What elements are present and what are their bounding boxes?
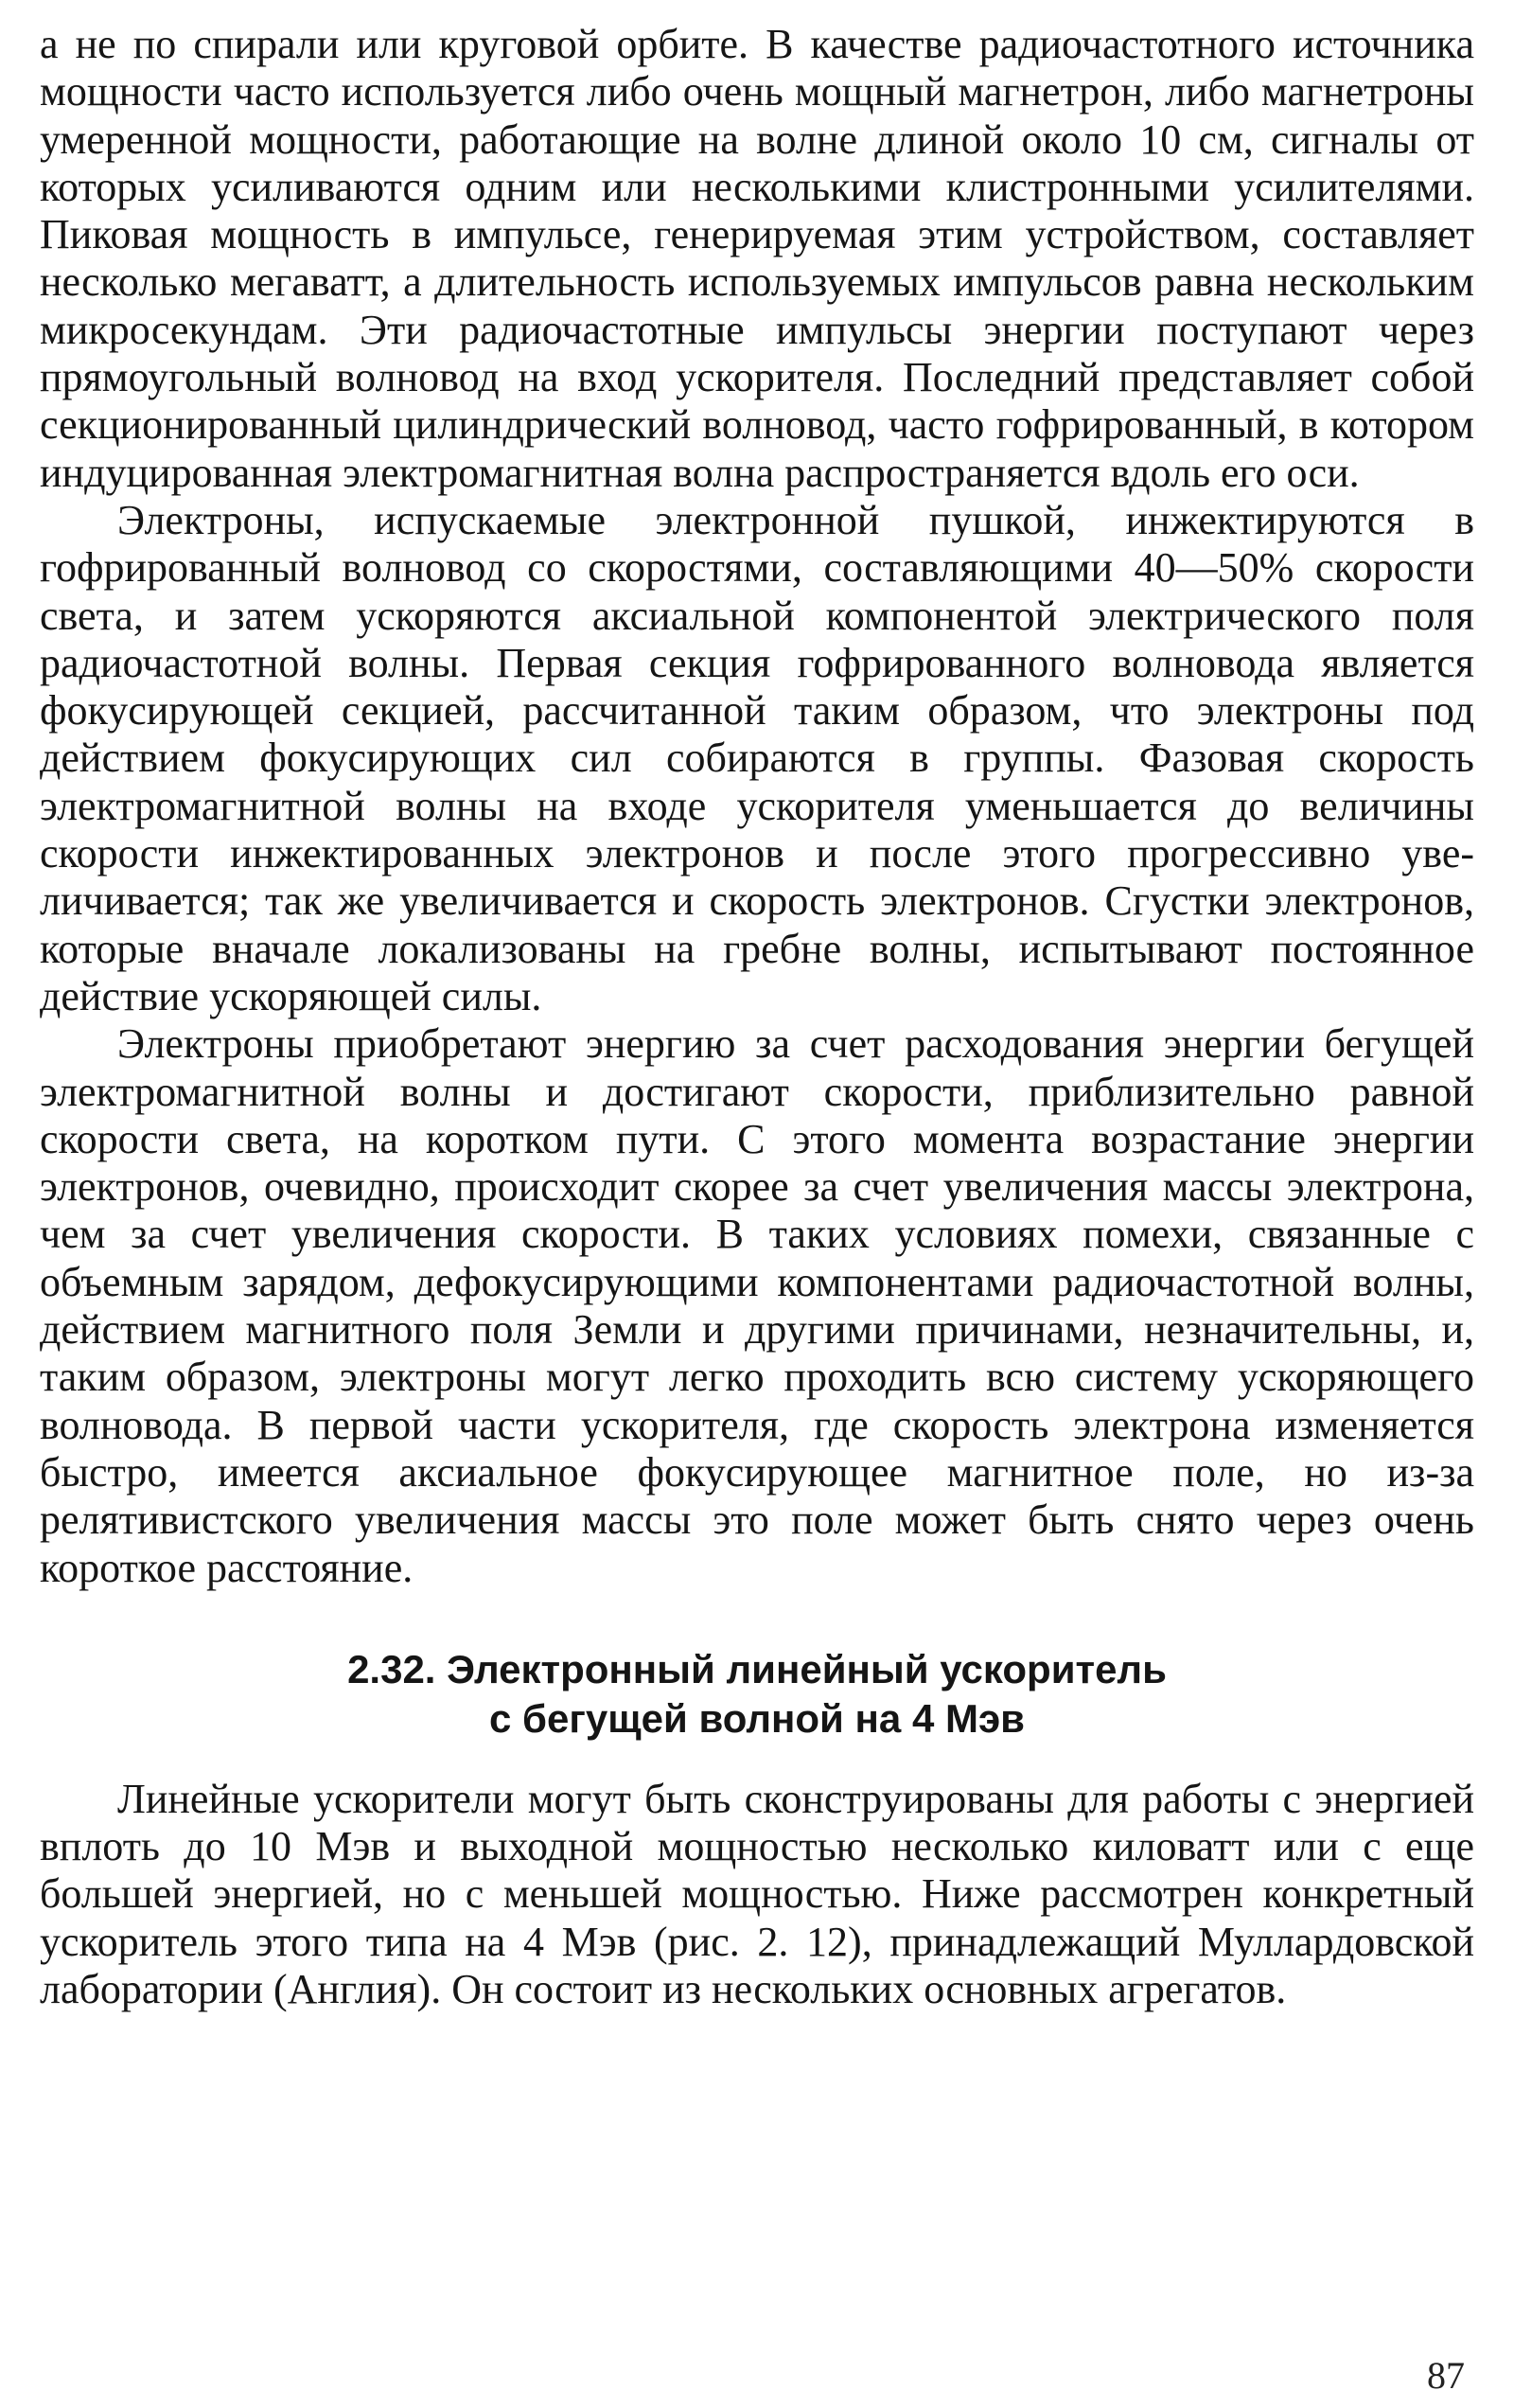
section-number: 2.32. xyxy=(347,1646,436,1691)
section-title-line-2: с бегущей волной на 4 Мэв xyxy=(489,1695,1025,1741)
paragraph-linear-accelerators: Линейные ускорители могут быть сконструированы для работы с энергией вплоть до 10 Мэв и выходной мощностью несколько киловатт или с еще большей энергией, но с меньшей мощностью. Ниже рассмотрен конкретный ускоритель этого типа на 4 Мэв (рис. 2. 12), принадлежащий Муллардовской лаборатории (Англия). Он состоит из нескольких основных агрегатов. xyxy=(40,1775,1474,2012)
paragraph-electrons-injection: Электроны, испускаемые электронной пушкой, инжектируются в гофрированный волновод со скоростями, составляющими 40—50% скорости света, и затем ускоряются аксиальной компонентой электрического поля радиочастотной волны. Первая секция гофрированного волновода является фокусирующей секцией, рассчитанной таким образом, что электроны под действием фокусирующих сил собираются в группы. Фазовая скорость электромагнитной волны на входе ускорителя уменьшается до величины скорости инжектированных электронов и после этого прогрессивно увеличивается; так же увеличивается и скорость электронов. Сгустки электронов, которые вначале локализованы на гребне волны, испытывают постоянное действие ускоряющей силы. xyxy=(40,496,1474,1019)
paragraph-continuation: а не по спирали или круговой орбите. В качестве радиочастотного источника мощности часто используется либо очень мощный магнетрон, либо магнетроны умеренной мощности, работающие на волне длиной около 10 см, сигналы от которых усиливаются одним или несколькими клистронными усилителями. Пиковая мощность в импульсе, генерируемая этим устройством, составляет несколько мегаватт, а длительность используемых импульсов равна нескольким микросекундам. Эти радиочастотные импульсы энергии поступают через прямоугольный волновод на вход ускорителя. Последний представляет собой секционированный цилиндрический волновод, часто гофрированный, в котором индуцированная электромагнитная волна распространяется вдоль его оси. xyxy=(40,21,1474,496)
section-title-line-1: Электронный линейный ускоритель xyxy=(447,1646,1167,1691)
page-number: 87 xyxy=(1427,2354,1465,2397)
section-heading xyxy=(40,1645,1474,1744)
section-heading-line-1 xyxy=(40,1645,1474,1694)
paragraph-electrons-energy: Электроны приобретают энергию за счет расходования энергии бегущей электромагнитной волны и достигают скорости, приблизительно равной скорости света, на коротком пути. С этого момента возрастание энергии электронов, очевидно, происходит скорее за счет увеличения массы электрона, чем за счет увеличения скорости. В таких условиях помехи, связанные с объемным зарядом, дефокусирующими компонентами радиочастотной волны, действием магнитного поля Земли и другими причинами, незначительны, и, таким образом, электроны могут легко проходить всю систему ускоряющего волновода. В первой части ускорителя, где скорость электрона изменяется быстро, имеется аксиальное фокусирующее магнитное поле, но из-за релятивистского увеличения массы это поле может быть снято через очень короткое расстояние. xyxy=(40,1020,1474,1591)
book-page xyxy=(40,21,1474,2013)
